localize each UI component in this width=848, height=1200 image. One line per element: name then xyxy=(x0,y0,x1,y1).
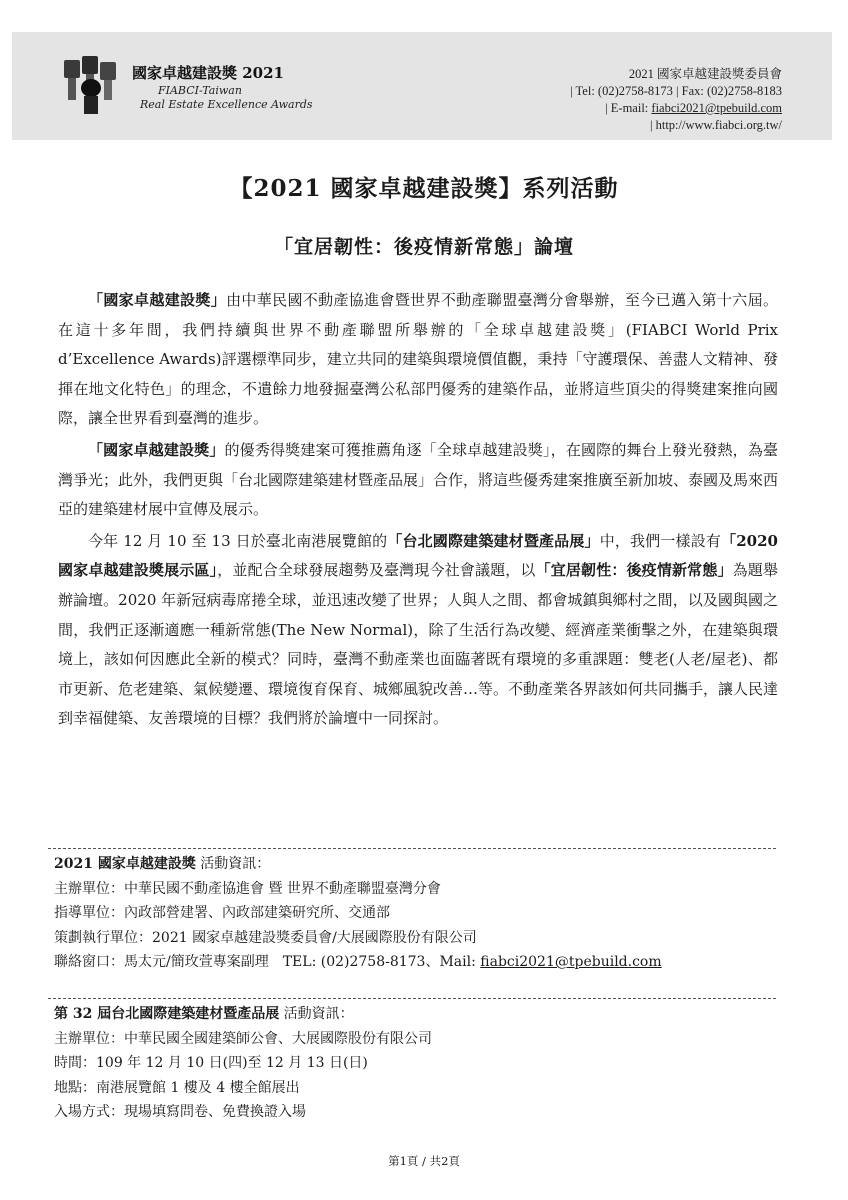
paragraph-1 xyxy=(58,286,778,434)
showcase-name-bold: 「2020 國家卓越建設獎展示區」 xyxy=(58,531,778,580)
expo-name-bold: 「台北國際建築建材暨產品展」 xyxy=(387,531,600,550)
page-number: 第1頁 / 共2頁 xyxy=(388,1154,460,1168)
divider xyxy=(48,848,776,849)
forum-name-bold: 「宜居韌性：後疫情新常態」 xyxy=(535,561,733,580)
award-organizer: 主辦單位：中華民國不動產協進會 暨 世界不動產聯盟臺灣分會 xyxy=(54,880,441,897)
expo-entry: 入場方式：現場填寫問卷、免費換證入場 xyxy=(54,1104,306,1120)
logo-subtitle: FIABCI-Taiwan xyxy=(158,84,242,97)
paragraph-3 xyxy=(58,527,778,734)
award-contact-text: 聯絡窗口：馬太元/簡玫萱專案副理 TEL: (02)2758-8173、Mail: xyxy=(54,954,481,970)
divider xyxy=(48,998,776,999)
body-text xyxy=(58,286,778,736)
forum-title: 「宜居韌性：後疫情新常態」論壇 xyxy=(273,236,574,258)
award-name-bold: 「國家卓越建設獎」 xyxy=(88,440,225,459)
email-link[interactable]: fiabci2021@tpebuild.com xyxy=(651,101,782,115)
fiabci-logo xyxy=(58,50,318,120)
award-contact xyxy=(54,950,794,975)
expo-info-heading-rest: 活動資訊： xyxy=(279,1006,354,1022)
logo-title: 國家卓越建設獎 2021 xyxy=(132,64,284,82)
award-executor: 策劃執行單位：2021 國家卓越建設獎委員會/大展國際股份有限公司 xyxy=(54,929,477,946)
award-info-heading xyxy=(54,852,794,877)
website-link[interactable]: | http://www.fiabci.org.tw/ xyxy=(649,118,782,132)
tel-fax: | Tel: (02)2758-8173 | Fax: (02)2758-8183 xyxy=(570,84,782,98)
expo-info-heading-bold: 第 32 屆台北國際建築建材暨產品展 xyxy=(54,1006,280,1022)
paragraph-3-text-c: 中，我們一樣設有 xyxy=(599,531,722,550)
expo-info-heading xyxy=(54,1002,794,1027)
paragraph-3-text-a: 今年 12 月 10 至 13 日於臺北南港展覽館的 xyxy=(88,531,388,550)
award-info-heading-rest: 活動資訊： xyxy=(195,856,271,872)
logo-tagline: Real Estate Excellence Awards xyxy=(140,98,313,111)
paragraph-2-text: 的優秀得獎建案可獲推薦角逐「全球卓越建設獎」，在國際的舞台上發光發熱，為臺灣爭光；此外，我們更與「台北國際建築建材暨產品展」合作，將這些優秀建案推廣至新加坡、泰國及馬來西亞的建築建材展中宣傳及展示。 xyxy=(58,440,779,519)
document-title: 【2021 國家卓越建設獎】系列活動 xyxy=(229,175,619,202)
paragraph-3-text-g: 為題舉辦論壇。2020 年新冠病毒席捲全球，並迅速改變了世界；人與人之間、都會城鎮與鄉村之間，以及國與國之間，我們正逐漸適應一種新常態(The New Normal)，除了生活行為改變、經濟產業衝擊之外，在建築與環境上，該如何因應此全新的模式？同時，臺灣不動產業也面臨著既有環境的多重課題：雙老(人老/屋老)、都市更新、危老建築、氣候變遷、環境復育保育、城鄉風貌改善…等。不動產業各界該如何共同攜手，讓人民達到幸福健築、友善環境的目標？我們將於論壇中一同探討。 xyxy=(58,561,779,728)
expo-place: 地點：南港展覽館 1 樓及 4 樓全館展出 xyxy=(54,1079,300,1096)
trophy-cups-icon xyxy=(58,50,124,120)
contact-block xyxy=(570,66,782,134)
email-line xyxy=(570,100,782,117)
email-prefix: | E-mail: xyxy=(605,101,652,115)
paragraph-1-text: 由中華民國不動產協進會暨世界不動產聯盟臺灣分會舉辦，至今已邁入第十六屆。在這十多年間，我們持續與世界不動產聯盟所舉辦的「全球卓越建設獎」(FIABCI World Prix d’Excellence Awards)評選標準同步，建立共同的建築與環境價值觀，秉持「守護環保、善盡人文精神、發揮在地文化特色」的理念，不遺餘力地發掘臺灣公私部門優秀的建築作品，並將這些頂尖的得獎建案推向國際，讓全世界看到臺灣的進步。 xyxy=(58,291,778,428)
committee-name: 2021 國家卓越建設獎委員會 xyxy=(628,67,782,81)
paragraph-2 xyxy=(58,436,778,525)
expo-organizer: 主辦單位：中華民國全國建築師公會、大展國際股份有限公司 xyxy=(54,1030,432,1047)
award-info-heading-bold: 2021 國家卓越建設獎 xyxy=(54,856,196,872)
expo-info xyxy=(54,1002,794,1125)
contact-email-link[interactable]: fiabci2021@tpebuild.com xyxy=(480,954,662,970)
award-name-bold: 「國家卓越建設獎」 xyxy=(88,291,227,309)
award-info xyxy=(54,852,794,975)
expo-time: 時間：109 年 12 月 10 日(四)至 12 月 13 日(日) xyxy=(54,1055,368,1071)
award-guidance: 指導單位：內政部營建署、內政部建築研究所、交通部 xyxy=(54,905,390,921)
paragraph-3-text-e: ，並配合全球發展趨勢及臺灣現今社會議題，以 xyxy=(217,561,536,580)
